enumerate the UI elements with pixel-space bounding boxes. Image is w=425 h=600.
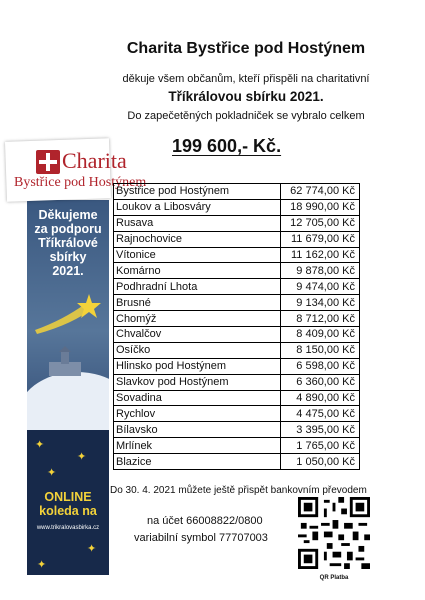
table-row — [114, 184, 360, 200]
town-cell: Blazice — [114, 454, 281, 470]
town-cell: Komárno — [114, 263, 281, 279]
table-row — [114, 231, 360, 247]
thanks-text: děkuje všem občanům, kteří přispěli na charitativní — [122, 73, 370, 85]
town-cell: Bystřice pod Hostýnem — [114, 184, 281, 200]
table-row — [114, 390, 360, 406]
banner-thanks-line: 2021. — [52, 264, 84, 278]
amount-cell: 62 774,00 Kč — [281, 184, 360, 200]
logo-subtitle: Bystřice pod Hostýnem — [14, 175, 147, 190]
table-row — [114, 358, 360, 374]
town-cell: Loukov a Libosváry — [114, 199, 281, 215]
town-cell: Hlinsko pod Hostýnem — [114, 358, 281, 374]
table-row — [114, 199, 360, 215]
amount-cell: 9 134,00 Kč — [281, 295, 360, 311]
banner-thanks-line: Děkujeme — [38, 208, 98, 222]
online-koleda — [27, 490, 109, 518]
town-cell: Podhradní Lhota — [114, 279, 281, 295]
town-cell: Vítonice — [114, 247, 281, 263]
amount-cell: 8 409,00 Kč — [281, 327, 360, 343]
town-cell: Slavkov pod Hostýnem — [114, 374, 281, 390]
star-icon: ✦ — [37, 559, 47, 571]
town-cell: Brusné — [114, 295, 281, 311]
qr-label: QR Platba — [319, 575, 349, 581]
table-row — [114, 454, 360, 470]
table-row — [114, 215, 360, 231]
qr-code-icon — [298, 497, 370, 569]
online-line: ONLINE — [44, 490, 92, 504]
amount-cell: 8 712,00 Kč — [281, 311, 360, 327]
town-cell: Bílavsko — [114, 422, 281, 438]
table-row — [114, 406, 360, 422]
table-row — [114, 374, 360, 390]
table-row — [114, 247, 360, 263]
banner-thanks — [27, 208, 109, 278]
town-cell: Rychlov — [114, 406, 281, 422]
star-icon: ✦ — [35, 439, 45, 451]
table-row — [114, 438, 360, 454]
amount-cell: 11 162,00 Kč — [281, 247, 360, 263]
amount-cell: 9 878,00 Kč — [281, 263, 360, 279]
table-row — [114, 327, 360, 343]
amount-cell: 4 890,00 Kč — [281, 390, 360, 406]
town-cell: Chvalčov — [114, 327, 281, 343]
variable-symbol: variabilní symbol 77707003 — [134, 532, 268, 544]
town-cell: Osíčko — [114, 342, 281, 358]
star-icon: ✦ — [47, 467, 57, 479]
collection-table — [113, 183, 360, 470]
town-cell: Mrlínek — [114, 438, 281, 454]
table-row — [114, 311, 360, 327]
table-row — [114, 295, 360, 311]
table-row — [114, 263, 360, 279]
amount-cell: 9 474,00 Kč — [281, 279, 360, 295]
star-icon: ✦ — [87, 543, 97, 555]
campaign-name: Tříkrálovou sbírku 2021. — [168, 89, 324, 104]
banner-thanks-line: sbírky — [49, 250, 87, 264]
amount-cell: 12 705,00 Kč — [281, 215, 360, 231]
charita-cross-icon — [36, 150, 60, 174]
amount-cell: 1 765,00 Kč — [281, 438, 360, 454]
amount-cell: 11 679,00 Kč — [281, 231, 360, 247]
table-row — [114, 342, 360, 358]
logo-word: Charita — [62, 148, 127, 173]
amount-cell: 4 475,00 Kč — [281, 406, 360, 422]
amount-cell: 8 150,00 Kč — [281, 342, 360, 358]
account-number: na účet 66008822/0800 — [147, 515, 263, 527]
star-icon: ✦ — [77, 451, 87, 463]
church-icon — [45, 346, 85, 380]
town-cell: Chomýž — [114, 311, 281, 327]
amount-cell: 6 598,00 Kč — [281, 358, 360, 374]
banner-thanks-line: za podporu — [34, 222, 102, 236]
banner — [27, 200, 109, 575]
deadline-text: Do 30. 4. 2021 můžete ještě přispět bankovním převodem — [110, 485, 367, 496]
comet-star-icon — [33, 290, 103, 340]
online-url: www.trikralovasbirka.cz — [36, 525, 100, 531]
collected-text: Do zapečetěných pokladniček se vybralo celkem — [127, 110, 365, 122]
town-cell: Sovadina — [114, 390, 281, 406]
total-amount: 199 600,- Kč. — [172, 136, 282, 156]
amount-cell: 6 360,00 Kč — [281, 374, 360, 390]
page-title: Charita Bystřice pod Hostýnem — [126, 40, 366, 57]
amount-cell: 3 395,00 Kč — [281, 422, 360, 438]
amount-cell: 1 050,00 Kč — [281, 454, 360, 470]
amount-cell: 18 990,00 Kč — [281, 199, 360, 215]
table-row — [114, 422, 360, 438]
online-line: koleda na — [39, 504, 97, 518]
town-cell: Rajnochovice — [114, 231, 281, 247]
table-row — [114, 279, 360, 295]
town-cell: Rusava — [114, 215, 281, 231]
banner-thanks-line: Tříkrálové — [38, 236, 98, 250]
